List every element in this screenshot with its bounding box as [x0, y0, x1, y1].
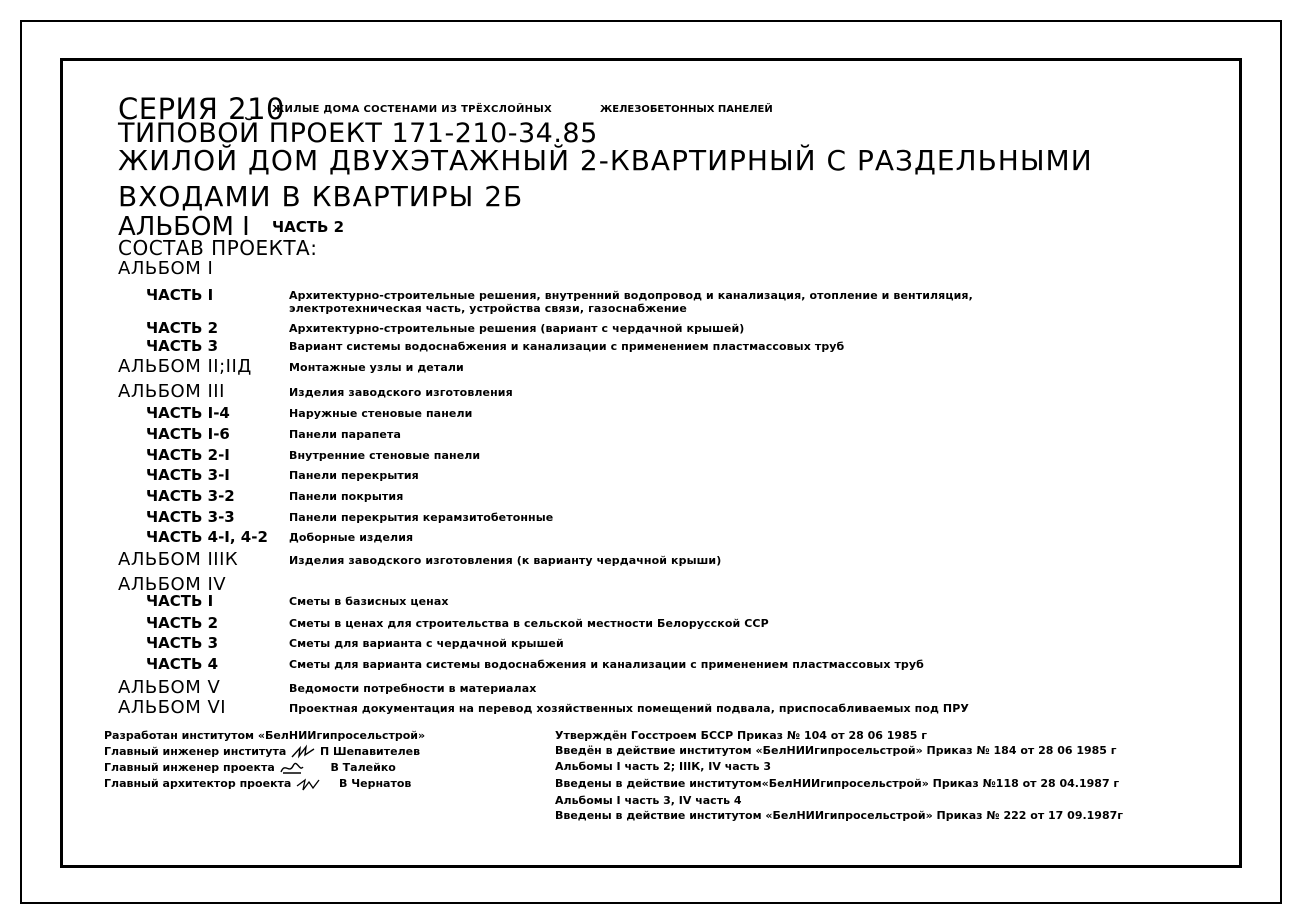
part-label: ЧАСТЬ 3 [146, 337, 219, 355]
row-description: Панели покрытия [289, 490, 404, 503]
row-description: Сметы в ценах для строительства в сельской местности Белорусской ССР [289, 617, 769, 630]
part-label: ЧАСТЬ I [146, 286, 214, 304]
part-label: ЧАСТЬ I-6 [146, 425, 230, 443]
chief-institute-label: Главный инженер института [104, 745, 287, 758]
part-label: ЧАСТЬ 2 [146, 319, 219, 337]
chief-project-row [104, 760, 396, 776]
album-label: АЛЬБОМ II;IIД [118, 356, 252, 377]
row-description: Изделия заводского изготовления (к варианту чердачной крыши) [289, 554, 722, 567]
series-description-2: ЖЕЛЕЗОБЕТОННЫХ ПАНЕЛЕЙ [600, 104, 773, 115]
signature-icon [279, 760, 305, 776]
enactment-line-1: Введён в действие институтом «БелНИИгипросельстрой» Приказ № 184 от 28 06 1985 г [555, 744, 1117, 757]
row-description: Вариант системы водоснабжения и канализации с применением пластмассовых труб [289, 340, 845, 353]
row-description: Наружные стеновые панели [289, 407, 473, 420]
row-description-continued: электротехническая часть, устройства связи, газоснабжение [289, 302, 687, 315]
enactment-1-albums: Альбомы I часть 2; IIIК, IV часть 3 [555, 760, 772, 773]
enactment-line-3: Введены в действие институтом «БелНИИгипросельстрой» Приказ № 222 от 17 09.1987г [555, 809, 1124, 822]
row-description: Доборные изделия [289, 531, 414, 544]
chief-project-label: Главный инженер проекта [104, 761, 275, 774]
row-description: Панели перекрытия керамзитобетонные [289, 511, 554, 524]
chief-architect-row [104, 776, 411, 792]
part-label: ЧАСТЬ 3-3 [146, 508, 235, 526]
row-description: Сметы в базисных ценах [289, 595, 449, 608]
series-title: СЕРИЯ 210 [118, 92, 285, 126]
part-label: ЧАСТЬ I [146, 592, 214, 610]
part-label: ЧАСТЬ 2 [146, 614, 219, 632]
part-label: ЧАСТЬ 3 [146, 634, 219, 652]
album-label: АЛЬБОМ IIIК [118, 549, 239, 570]
signature-icon [295, 776, 321, 792]
enactment-line-2: Введены в действие институтом«БелНИИгипросельстрой» Приказ №118 от 28 04.1987 г [555, 777, 1120, 790]
series-description-1: ЖИЛЫЕ ДОМА СОСТЕНАМИ ИЗ ТРЁХСЛОЙНЫХ [272, 104, 553, 115]
album-part-heading: ЧАСТЬ 2 [272, 218, 345, 236]
row-description: Монтажные узлы и детали [289, 361, 464, 374]
document-title-line-1: ЖИЛОЙ ДОМ ДВУХЭТАЖНЫЙ 2-КВАРТИРНЫЙ С РАЗДЕЛЬНЫМИ [118, 144, 1093, 177]
approval-line: Утверждён Госстроем БССР Приказ № 104 от 28 06 1985 г [555, 729, 927, 742]
row-description: Сметы для варианта с чердачной крышей [289, 637, 564, 650]
row-description: Архитектурно-строительные решения, внутренний водопровод и канализация, отопление и вентиляция, [289, 289, 973, 302]
album-label: АЛЬБОМ VI [118, 697, 227, 718]
album-heading: АЛЬБОМ I [118, 212, 250, 242]
part-label: ЧАСТЬ 3-I [146, 466, 230, 484]
chief-institute-row [104, 744, 420, 760]
row-description: Панели парапета [289, 428, 401, 441]
row-description: Сметы для варианта системы водоснабжения и канализации с применением пластмассовых труб [289, 658, 924, 671]
chief-institute-name: П Шепавителев [319, 745, 421, 758]
row-description: Ведомости потребности в материалах [289, 682, 537, 695]
part-label: ЧАСТЬ 4 [146, 655, 219, 673]
album-label: АЛЬБОМ IV [118, 574, 227, 595]
chief-project-name: В Талейко [330, 761, 396, 774]
album-label: АЛЬБОМ I [118, 258, 214, 279]
row-description: Панели перекрытия [289, 469, 419, 482]
part-label: ЧАСТЬ 4-I, 4-2 [146, 528, 268, 546]
chief-architect-name: В Чернатов [339, 777, 412, 790]
part-label: ЧАСТЬ 3-2 [146, 487, 235, 505]
row-description: Архитектурно-строительные решения (вариант с чердачной крышей) [289, 322, 745, 335]
chief-architect-label: Главный архитектор проекта [104, 777, 292, 790]
document-title-line-2: ВХОДАМИ В КВАРТИРЫ 2Б [118, 180, 524, 213]
album-label: АЛЬБОМ V [118, 677, 221, 698]
project-number: ТИПОВОЙ ПРОЕКТ 171-210-34.85 [118, 118, 598, 149]
part-label: ЧАСТЬ I-4 [146, 404, 230, 422]
album-label: АЛЬБОМ III [118, 381, 225, 402]
developer-line: Разработан институтом «БелНИИгипросельстрой» [104, 729, 426, 742]
enactment-2-albums: Альбомы I часть 3, IV часть 4 [555, 794, 742, 807]
signature-icon [290, 744, 316, 760]
row-description: Изделия заводского изготовления [289, 386, 513, 399]
composition-heading: СОСТАВ ПРОЕКТА: [118, 236, 318, 260]
row-description: Внутренние стеновые панели [289, 449, 481, 462]
part-label: ЧАСТЬ 2-I [146, 446, 230, 464]
row-description: Проектная документация на перевод хозяйственных помещений подвала, приспосабливаемых под ПРУ [289, 702, 969, 715]
